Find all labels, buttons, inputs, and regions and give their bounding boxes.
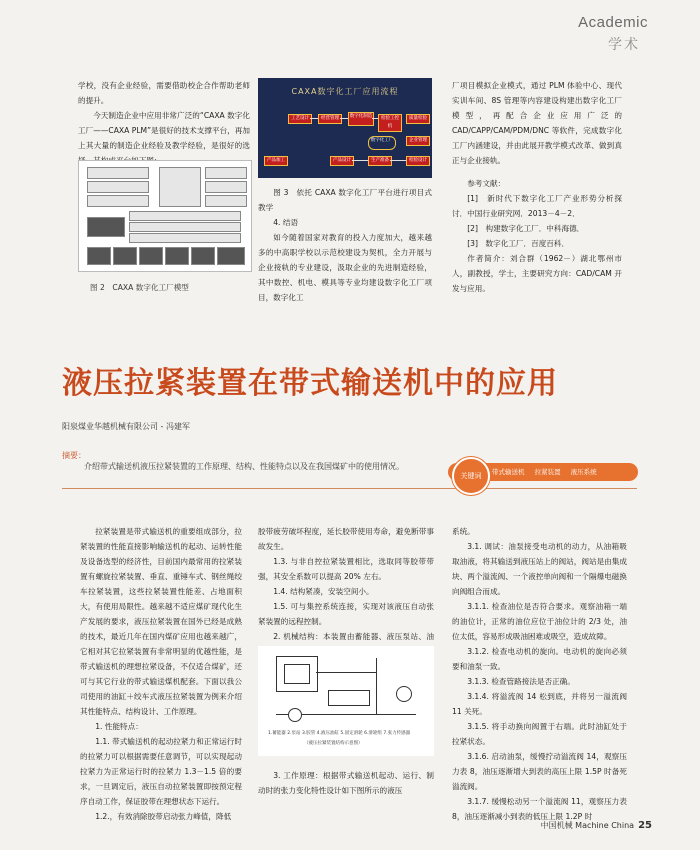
section-heading: 1. 性能特点： bbox=[95, 722, 143, 731]
paragraph: 今天制造企业中应用非常广泛的“CAXA 数字化工厂——CAXA PLM”是很好的技术支撑平台，再加上其大量的制造企业经验及教学经验，是很好的选 bbox=[78, 111, 250, 150]
model-block bbox=[129, 233, 241, 243]
references-title: 参考文献： bbox=[467, 179, 506, 188]
paragraph: 3.1.6. 启动油泵，缓慢拧动溢流阀 14，观察压力表 8，油压逐渐增大到表的高压上限 1.5P 时备死溢流阀。 bbox=[452, 752, 627, 791]
hydraulic-tensioner-diagram bbox=[258, 646, 434, 756]
diagram-box bbox=[328, 690, 370, 706]
caxa-factory-model-figure bbox=[78, 160, 252, 272]
paragraph: 3.1.2. 检查电动机的旋向。电动机的旋向必须要和油泵一致。 bbox=[452, 647, 627, 671]
flow-node: 企业管理 bbox=[406, 136, 430, 146]
figure-caption: 图 2 CAXA 数字化工厂模型 bbox=[90, 283, 189, 292]
paragraph: 如今随着国家对教育的投入力度加大，越来越多的中高职学校以示范校建设为契机，全力开展与企业接轨的专业建设，汲取企业的先进制造经验，其中数控、机电、模具等专业均建设数字化工厂项目，数字化工 bbox=[258, 233, 432, 302]
section-header-en: Academic bbox=[578, 14, 648, 31]
flow-node: 经营管理 bbox=[318, 114, 342, 124]
machine-icon bbox=[165, 247, 189, 265]
abstract-label: 摘要： bbox=[62, 451, 86, 460]
diagram-line bbox=[376, 658, 377, 714]
paragraph: 1.1. 带式输送机的起动拉紧力和正常运行时的拉紧力可以根据需要任意调节，可以实现起动拉紧力为正常运行时的拉紧力 1.3－1.5 倍的要求，一旦调定后，液压自动拉紧装置即按预定程序自动工作，保证胶带在理想状态下运行。 bbox=[80, 737, 242, 806]
model-block bbox=[129, 222, 241, 232]
model-block bbox=[87, 195, 149, 207]
diagram-legend: 1.蓄能器 2.泵站 3.胶管 4.液压油缸 5.固定滑轮 6.滑轮组 7.张力传感器 bbox=[268, 731, 411, 736]
model-block bbox=[159, 167, 201, 207]
reference-item: [2] 构建数字化工厂．中科海德． bbox=[467, 224, 585, 233]
paragraph: 3.1.1. 检查油位是否符合要求。观察油箱一端的油位计，正常的油位应位于油位计的 2/3 处，油位太低，容易形成吸油困难或吸空，造成故障。 bbox=[452, 602, 627, 641]
machine-icon bbox=[113, 247, 137, 265]
model-block bbox=[205, 167, 247, 179]
flow-arrow bbox=[352, 160, 368, 161]
top-column-2 bbox=[258, 185, 432, 305]
paragraph: 1.2.，有效消除胶带启动张力峰值，降低 bbox=[95, 812, 232, 821]
abstract-text: 介绍带式输送机液压拉紧装置的工作原理、结构、性能特点以及在我国煤矿中的使用情况。 bbox=[84, 462, 404, 471]
article-author: 阳泉煤业华越机械有限公司 - 冯建军 bbox=[62, 422, 190, 431]
paragraph: 3.1.4. 将溢流阀 14 松到底，并将另一溢流阀 11 关死。 bbox=[452, 692, 627, 716]
flow-node: 数字化工厂 bbox=[368, 136, 396, 150]
flow-arrow bbox=[310, 118, 318, 119]
model-block bbox=[129, 211, 241, 221]
author-bio: 作者简介：刘合群（1962－）湖北鄂州市人，副教授，学士，主要研究方向：CAD/CAM 开发与应用。 bbox=[452, 254, 622, 293]
page-footer bbox=[541, 820, 652, 831]
paragraph: 3.1.7. 缓慢松动另一个溢流阀 11，观察压力表 8，油压逐渐减小到表的低压上限 1.2P 时 bbox=[452, 797, 627, 821]
paragraph: 3. 工作原理：根据带式输送机起动、运行、制动时的张力变化特性设计如下图所示的液压 bbox=[258, 771, 434, 795]
body-column-3 bbox=[452, 524, 627, 824]
section-heading: 4. 结语 bbox=[273, 218, 299, 227]
flow-node: 数字化制造 bbox=[348, 112, 374, 126]
keyword: 拉紧装置 bbox=[534, 468, 561, 476]
magazine-name: 中国机械 Machine China bbox=[540, 821, 635, 830]
model-block bbox=[87, 217, 125, 237]
article-title: 液压拉紧装置在带式输送机中的应用 bbox=[62, 366, 558, 401]
paragraph: 1.4. 结构紧凑，安装空间小。 bbox=[273, 587, 374, 596]
flow-node: 质量检验 bbox=[406, 114, 430, 124]
top-column-1 bbox=[78, 78, 250, 168]
pulley-circle bbox=[288, 708, 302, 722]
keyword: 带式输送机 bbox=[492, 468, 525, 476]
paragraph: 1.5. 可与集控系统连接，实现对该液压自动张紧装置的远程控制。 bbox=[258, 602, 434, 626]
body-column-1 bbox=[80, 524, 242, 824]
paragraph: 胶带疲劳破坏程度，延长胶带使用寿命，避免断带事故发生。 bbox=[258, 527, 434, 551]
paragraph: 3.1. 调试：油泵接受电动机的动力，从油箱吸取油液，将其输送到液压站上的阀站，阀站是由集成块、两个溢流阀、一个液控单向阀和一个隔爆电磁换向阀组合而成。 bbox=[452, 542, 627, 596]
flow-node: 产品加工 bbox=[264, 156, 288, 166]
keywords-list bbox=[492, 467, 605, 476]
paragraph: 系统。 bbox=[452, 527, 475, 536]
model-block bbox=[205, 181, 247, 193]
diagram-box bbox=[284, 664, 310, 684]
pulley-circle bbox=[396, 686, 412, 702]
flow-node: 产品设计 bbox=[330, 156, 354, 166]
flow-node: 检验设计 bbox=[406, 156, 430, 166]
machine-icon bbox=[139, 247, 163, 265]
diagram-line bbox=[316, 672, 376, 673]
flow-arrow bbox=[390, 160, 406, 161]
paragraph: 拉紧装置是带式输送机的重要组成部分，拉紧装置的性能直接影响输送机的起动、运转性能及设备选型的经济性，目前国内最常用的拉紧装置有螺旋拉紧装置、垂直、重锤车式、钢丝绳绞车拉紧装置，这些拉紧装置性能差、占地面积大，有使用局限性。越来越不适应煤矿现代化生产发展的要求，液压拉紧装置在国外已经是成熟的技术，最近几年在国内煤矿应用也越来越广，它相对其它拉紧装置有非常明显的优越性能，是带式输送机的理想拉紧设备，不仅适合煤矿，还可与其它行业的带式输送煤机配套。下面以我公司使用的油缸＋绞车式液压拉紧装置为例来介绍其性能特点、结构设计、工作原理。 bbox=[80, 527, 242, 716]
paragraph: 厂项目模拟企业模式，通过 PLM 体验中心、现代实训车间、8S 管理等内容建设构建出数字化工厂模型，再配合企业应用广泛的 CAD/CAPP/CAM/PDM/DNC 等软件，完成数字化工厂内涵建设，并由此展开教学模式改革、做到真正与企业接轨。 bbox=[452, 81, 622, 165]
diagram-caption: （液压拉紧装置结构示意图） bbox=[304, 741, 363, 746]
model-block bbox=[87, 167, 149, 179]
flow-arrow bbox=[340, 118, 348, 119]
reference-item: [1] 新时代下数字化工厂产业形势分析探讨．中国行业研究网．2013－4－2． bbox=[452, 194, 622, 218]
paragraph: 3.1.3. 检查管路接法是否正确。 bbox=[467, 677, 575, 686]
section-header-zh: 学术 bbox=[608, 37, 640, 53]
figure-title: CAXA数字化工厂应用流程 bbox=[291, 87, 399, 96]
flow-arrow bbox=[372, 118, 378, 119]
model-block bbox=[87, 181, 149, 193]
paragraph: 学校，没有企业经验，需要借助校企合作帮助老师的提升。 bbox=[78, 81, 250, 105]
top-column-3 bbox=[452, 78, 622, 296]
model-block bbox=[205, 195, 247, 207]
paragraph: 1.3. 与非自控拉紧装置相比，选取同等胶带带强，其安全系数可以提高 20% 左右。 bbox=[258, 557, 434, 581]
reference-item: [3] 数字化工厂．百度百科． bbox=[467, 239, 570, 248]
keywords-label: 关键词 bbox=[452, 457, 490, 495]
caxa-flow-figure bbox=[258, 78, 432, 178]
keyword: 液压系统 bbox=[570, 468, 597, 476]
paragraph: 3.1.5. 将手动换向阀置于右端。此时油缸处于拉紧状态。 bbox=[452, 722, 627, 746]
machine-icon bbox=[191, 247, 215, 265]
page-number: 25 bbox=[638, 820, 652, 831]
machine-icon bbox=[87, 247, 111, 265]
body-column-2-bottom bbox=[258, 768, 434, 798]
flow-node: 检验工控机 bbox=[378, 114, 402, 132]
figure-caption: 图 3 依托 CAXA 数字化工厂平台进行项目式教学 bbox=[258, 188, 432, 212]
paragraph: 2. 机械结构：本装置由蓄能器、液压泵站、油 bbox=[273, 632, 434, 641]
flow-node: 工艺设计 bbox=[288, 114, 312, 124]
machine-icon bbox=[217, 247, 245, 265]
flow-node: 生产准备 bbox=[368, 156, 392, 166]
